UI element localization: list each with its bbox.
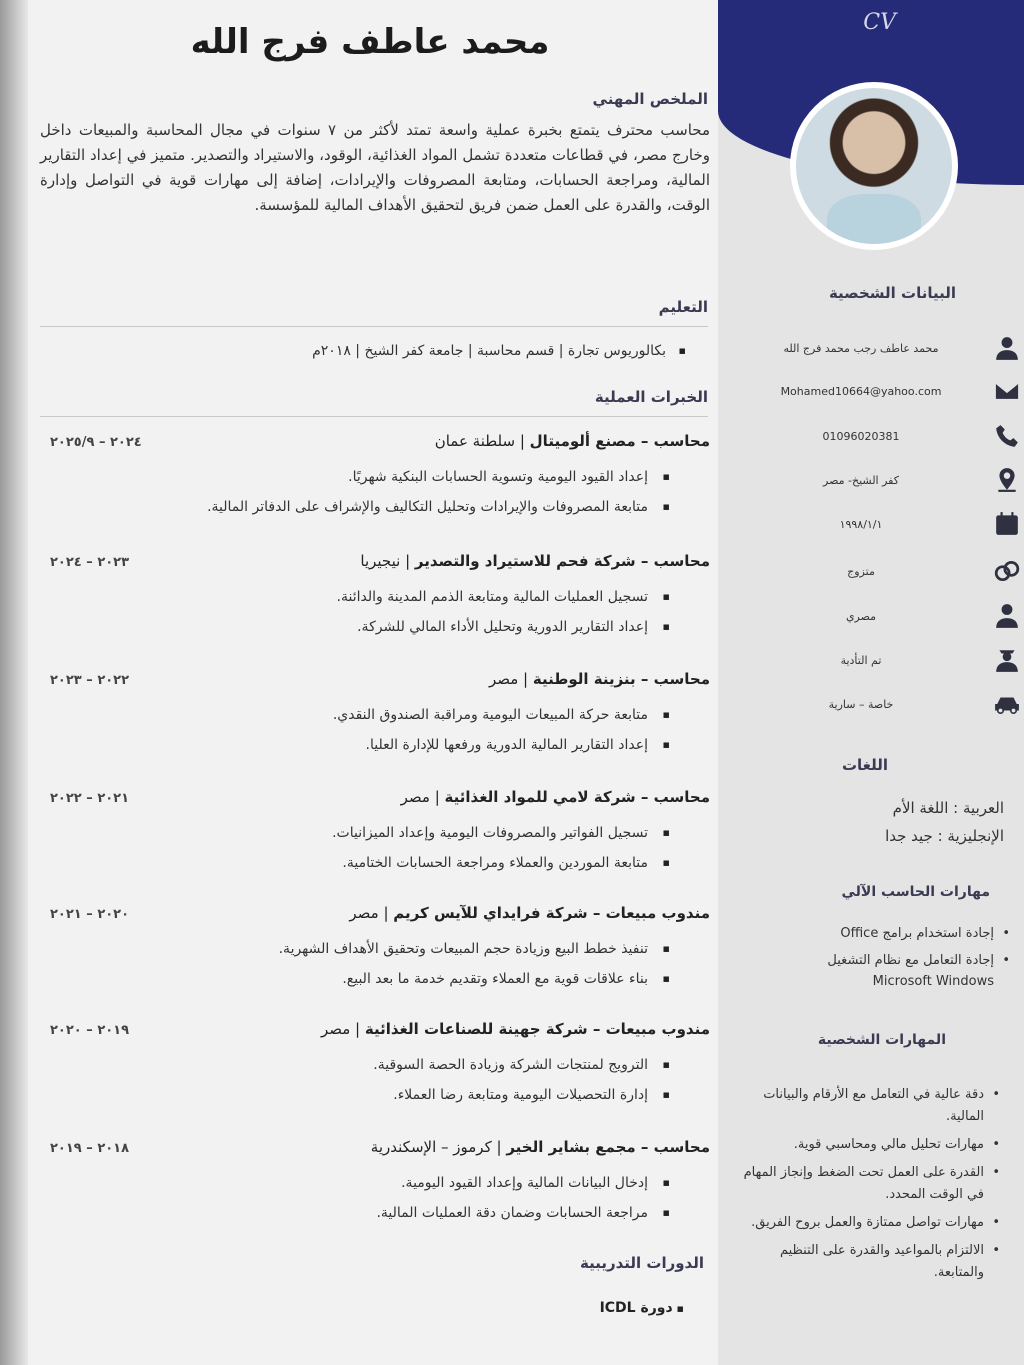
- job-task: ▪ تنفيذ خطط البيع وزيادة حجم المبيعات وتحقيق الأهداف الشهرية.: [40, 934, 710, 964]
- job-task: ▪ بناء علاقات قوية مع العملاء وتقديم خدمة ما بعد البيع.: [40, 964, 710, 994]
- job-tasks: [40, 582, 710, 642]
- course-item: ▪ دورة ICDL: [600, 1300, 684, 1316]
- job-tasks: [40, 1050, 710, 1110]
- job-tasks: [40, 818, 710, 878]
- job-task: ▪ إعداد التقارير الدورية وتحليل الأداء المالي للشركة.: [40, 612, 710, 642]
- calendar-icon: [992, 509, 1022, 539]
- info-row-nationality: [740, 598, 1024, 634]
- info-row-military: [740, 642, 1024, 678]
- job-task: ▪ إدارة التحصيلات اليومية ومتابعة رضا العملاء.: [40, 1080, 710, 1110]
- job-task: ▪ إعداد القيود اليومية وتسوية الحسابات البنكية شهريًا.: [40, 462, 710, 492]
- info-row-phone: [740, 418, 1024, 454]
- job-date: ٢٠١٩ – ٢٠٢٠: [50, 1023, 130, 1038]
- job-title: محاسب – مصنع ألوميتال | سلطنة عمان: [434, 432, 710, 450]
- car-icon: [992, 689, 1022, 719]
- job-entry: [40, 1020, 710, 1110]
- job-date: ٢٠١٨ – ٢٠١٩: [50, 1141, 130, 1156]
- personal-skills-heading: المهارات الشخصية: [817, 1032, 946, 1048]
- job-task: ▪ إعداد التقارير المالية الدورية ورفعها للإدارة العليا.: [40, 730, 710, 760]
- summary-heading: الملخص المهني: [592, 90, 708, 108]
- job-task: ▪ متابعة حركة المبيعات اليومية ومراقبة الصندوق النقدي.: [40, 700, 710, 730]
- job-entry: [40, 552, 710, 642]
- job-tasks: [40, 700, 710, 760]
- phone-icon: [992, 421, 1022, 451]
- computer-skill-item: • إجادة استخدام برامج Office: [770, 924, 1010, 945]
- personal-skill-item: • مهارات تحليل مالي ومحاسبي قوية.: [728, 1134, 1000, 1156]
- personal-skill-item: • مهارات تواصل ممتازة والعمل بروح الفريق.: [728, 1212, 1000, 1234]
- job-tasks: [40, 462, 710, 522]
- info-nationality-text: مصري: [845, 609, 877, 623]
- computer-skill-item: • إجادة التعامل مع نظام التشغيل Microsoft Windows: [770, 951, 1010, 993]
- info-military-text: تم التأدية: [840, 653, 882, 667]
- job-entry: [40, 670, 710, 760]
- info-row-name: [740, 330, 1024, 366]
- education-list: [312, 336, 688, 366]
- info-row-address: [740, 462, 1024, 498]
- job-entry: [40, 1138, 710, 1228]
- info-birthdate-text: ١٩٩٨/١/١: [839, 517, 883, 531]
- personal-skill-item: • دقة عالية في التعامل مع الأرقام والبيانات المالية.: [728, 1084, 1000, 1128]
- military-icon: [992, 645, 1022, 675]
- job-task: ▪ متابعة الموردين والعملاء ومراجعة الحسابات الختامية.: [40, 848, 710, 878]
- education-heading: التعليم: [658, 298, 708, 316]
- user-icon: [992, 333, 1022, 363]
- rings-icon: [992, 556, 1022, 586]
- profile-photo: [790, 82, 958, 250]
- job-title: محاسب – مجمع بشاير الخير | كرموز – الإسكندرية: [370, 1138, 710, 1156]
- info-row-license: [740, 686, 1024, 722]
- job-task: ▪ تسجيل العمليات المالية ومتابعة الذمم المدينة والدائنة.: [40, 582, 710, 612]
- job-entry: [40, 904, 710, 994]
- job-task: ▪ مراجعة الحسابات وضمان دقة العمليات المالية.: [40, 1198, 710, 1228]
- job-title: محاسب – بنزينة الوطنية | مصر: [488, 670, 710, 688]
- experience-heading: الخبرات العملية: [594, 388, 708, 406]
- job-tasks: [40, 1168, 710, 1228]
- profile-photo-image: [796, 88, 952, 244]
- info-row-birthdate: [740, 506, 1024, 542]
- job-title: مندوب مبيعات – شركة جهينة للصناعات الغذائية | مصر: [320, 1020, 710, 1038]
- info-email-text: Mohamed10664@yahoo.com: [780, 384, 942, 398]
- personal-info-heading: البيانات الشخصية: [828, 284, 956, 302]
- computer-skills-list: [770, 924, 1010, 998]
- personal-skills-list: [728, 1084, 1000, 1290]
- page-edge-shadow: [0, 0, 28, 1365]
- language-arabic: العربية : اللغة الأم: [892, 799, 1004, 817]
- info-phone-text: 01096020381: [822, 429, 900, 443]
- job-title: مندوب مبيعات – شركة فرايداي للآيس كريم | مصر: [349, 904, 710, 922]
- job-tasks: [40, 934, 710, 994]
- cv-mark: CV: [863, 10, 896, 35]
- job-date: ٢٠٢١ – ٢٠٢٢: [50, 791, 130, 806]
- info-row-email: [740, 373, 1024, 409]
- personal-skill-item: • الالتزام بالمواعيد والقدرة على التنظيم والمتابعة.: [728, 1240, 1000, 1284]
- language-english: الإنجليزية : جيد جدا: [885, 827, 1004, 845]
- education-item: ▪ بكالوريوس تجارة | قسم محاسبة | جامعة كفر الشيخ | ٢٠١٨م: [312, 336, 688, 366]
- cv-name-title: محمد عاطف فرج الله: [190, 22, 550, 62]
- experience-divider: [40, 416, 708, 417]
- courses-heading: الدورات التدريبية: [579, 1254, 704, 1272]
- info-marital-text: متزوج: [847, 564, 875, 578]
- job-date: ٢٠٢٢ – ٢٠٢٣: [50, 673, 130, 688]
- job-entry: [40, 432, 710, 522]
- info-row-marital: [740, 553, 1024, 589]
- education-divider: [40, 326, 708, 327]
- nationality-icon: [992, 601, 1022, 631]
- personal-skill-item: • القدرة على العمل تحت الضغط وإنجاز المهام في الوقت المحدد.: [728, 1162, 1000, 1206]
- job-task: ▪ تسجيل الفواتير والمصروفات اليومية وإعداد الميزانيات.: [40, 818, 710, 848]
- info-name-text: محمد عاطف رجب محمد فرج الله: [783, 341, 939, 355]
- computer-skills-heading: مهارات الحاسب الآلي: [841, 884, 990, 900]
- job-task: ▪ الترويج لمنتجات الشركة وزيادة الحصة السوقية.: [40, 1050, 710, 1080]
- job-date: ٢٠٢٠ – ٢٠٢١: [50, 907, 130, 922]
- job-date: ٢٠٢٣ – ٢٠٢٤: [50, 555, 130, 570]
- location-icon: [992, 465, 1022, 495]
- languages-heading: اللغات: [841, 756, 889, 774]
- summary-text: محاسب محترف يتمتع بخبرة عملية واسعة تمتد لأكثر من ٧ سنوات في مجال المحاسبة والمبيعات داخل وخارج مصر، في قطاعات متعددة تشمل المواد الغذائية، الوقود، والاستيراد والتصدير. متميز في إعداد التقارير المالية، ومراجعة الحسابات، ومتابعة المصروفات والإيرادات، إضافة إلى مهارات قوية في التواصل وإدارة الوقت، والقدرة على العمل ضمن فريق لتحقيق الأهداف المالية للمؤسسة.: [40, 121, 710, 214]
- info-address-text: كفر الشيخ- مصر: [823, 473, 899, 487]
- job-task: ▪ إدخال البيانات المالية وإعداد القيود اليومية.: [40, 1168, 710, 1198]
- job-title: محاسب – شركة لامي للمواد الغذائية | مصر: [400, 788, 710, 806]
- job-date: ٢٠٢٤ – ٢٠٢٥/٩: [50, 435, 142, 450]
- info-license-text: خاصة – سارية: [828, 697, 894, 711]
- job-task: ▪ متابعة المصروفات والإيرادات وتحليل التكاليف والإشراف على الدفاتر المالية.: [40, 492, 710, 522]
- job-title: محاسب – شركة فحم للاستيراد والتصدير | نيجيريا: [360, 552, 710, 570]
- job-entry: [40, 788, 710, 878]
- email-icon: [992, 376, 1022, 406]
